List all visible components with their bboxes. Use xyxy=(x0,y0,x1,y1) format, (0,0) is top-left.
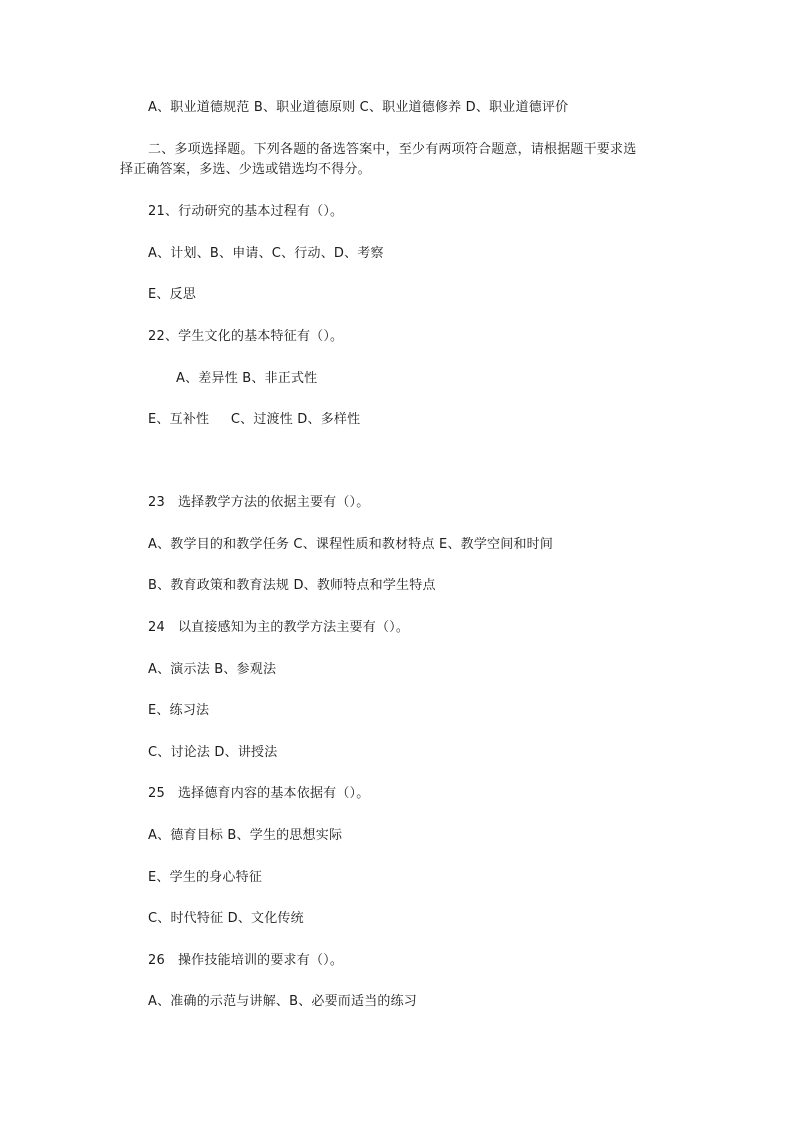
q22-options-a-b: A、差异性 B、非正式性 xyxy=(176,371,318,386)
q24-option-e: E、练习法 xyxy=(148,703,210,718)
question-22: 22、学生文化的基本特征有（）。 xyxy=(148,329,344,344)
question-23: 23 选择教学方法的依据主要有（）。 xyxy=(148,495,370,510)
q23-options-b-d: B、教育政策和教育法规 D、教师特点和学生特点 xyxy=(148,578,436,593)
section-heading-multiple-choice: 二、多项选择题。下列各题的备选答案中，至少有两项符合题意，请根据题干要求选 xyxy=(148,142,637,157)
question-26: 26 操作技能培训的要求有（）。 xyxy=(148,953,344,968)
question-24: 24 以直接感知为主的教学方法主要有（）。 xyxy=(148,620,410,635)
q21-options-a-d: A、计划、B、申请、C、行动、D、考察 xyxy=(148,246,384,261)
q23-options-a-c-e: A、教学目的和教学任务 C、课程性质和教材特点 E、教学空间和时间 xyxy=(148,537,554,552)
q20-options-line: A、职业道德规范 B、职业道德原则 C、职业道德修养 D、职业道德评价 xyxy=(148,100,569,115)
q25-option-e: E、学生的身心特征 xyxy=(148,870,263,885)
q24-options-a-b: A、演示法 B、参观法 xyxy=(148,662,277,677)
q24-options-c-d: C、讨论法 D、讲授法 xyxy=(148,745,278,760)
q25-options-a-b: A、德育目标 B、学生的思想实际 xyxy=(148,828,343,843)
section-instructions-continued: 择正确答案，多选、少选或错选均不得分。 xyxy=(120,162,371,177)
q21-option-e: E、反思 xyxy=(148,287,197,302)
question-25: 25 选择德育内容的基本依据有（）。 xyxy=(148,786,370,801)
q22-options-e-c-d: E、互补性 C、过渡性 D、多样性 xyxy=(148,412,361,427)
q26-options-a-b: A、准确的示范与讲解、B、必要而适当的练习 xyxy=(148,994,418,1009)
q25-options-c-d: C、时代特征 D、文化传统 xyxy=(148,911,304,926)
question-21: 21、行动研究的基本过程有（）。 xyxy=(148,204,344,219)
